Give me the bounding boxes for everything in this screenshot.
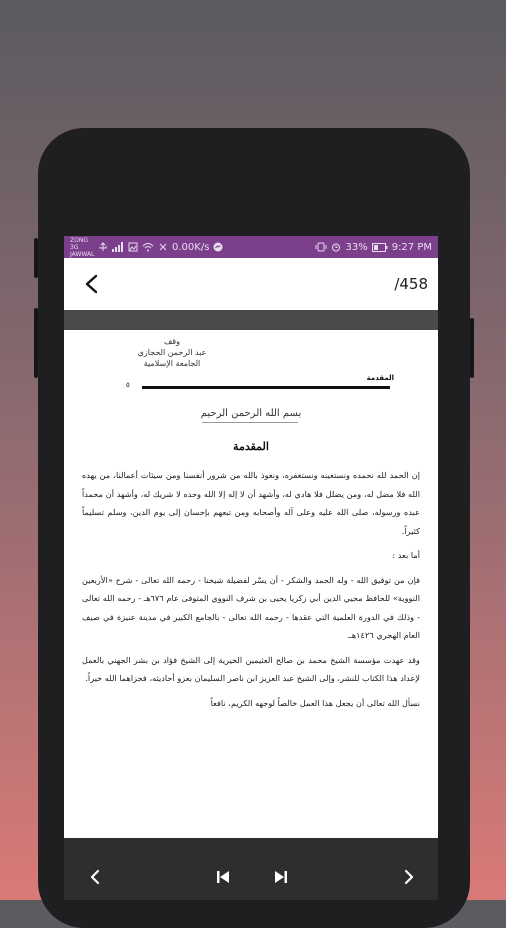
phone-side-button — [470, 318, 474, 378]
carrier-label: ZONG 3G JAWWAL — [70, 236, 95, 258]
wifi-icon — [142, 242, 154, 252]
paragraph: وقد عهدت مؤسسة الشيخ محمد بن صالح العثيمين الخيرية إلى الشيخ فؤاد بن بشر الجهني بالعمل لإعداد هذا الكتاب للنشر، وإلى الشيخ عبد العزيز ابن ناصر السليمان بعزو أحاديثه، فجزاهما الله خيراً. — [82, 654, 420, 683]
usb-icon — [98, 242, 108, 252]
chevron-left-icon — [84, 274, 100, 294]
page-content — [82, 330, 420, 838]
page-body — [82, 466, 420, 718]
battery-icon — [372, 243, 388, 252]
page-number: ٥ — [126, 381, 130, 389]
phone-side-button — [34, 308, 38, 378]
messenger-icon — [213, 242, 223, 252]
paragraph: نسأل الله تعالى أن يجعل هذا العمل خالصاً لوجهه الكريم، نافعاً — [210, 697, 420, 708]
book-page[interactable] — [64, 330, 438, 838]
next-page-button[interactable] — [394, 862, 424, 892]
basmala-underline — [202, 422, 298, 423]
previous-page-button[interactable] — [80, 862, 110, 892]
first-page-button[interactable] — [208, 862, 238, 892]
seal-line: وقف — [164, 337, 180, 346]
skip-previous-icon — [215, 869, 231, 885]
network-speed: 0.00K/s — [172, 241, 210, 253]
status-bar — [64, 236, 438, 258]
page-top-margin — [64, 310, 438, 330]
seal-line: الجامعة الإسلامية — [143, 359, 201, 368]
image-icon — [128, 242, 138, 252]
screen — [64, 236, 438, 900]
paragraph: أما بعد : — [392, 550, 420, 560]
seal-line: عبد الرحمن الحجازي — [137, 348, 207, 357]
clock: 9:27 PM — [391, 241, 432, 253]
library-seal — [130, 336, 214, 384]
paragraph: فإن من توفيق الله - وله الحمد والشكر - أن يسّر لفضيلة شيخنا - رحمه الله تعالى - شرح «الأربعين النووية» للحافظ محيي الدين أبي زكريا يحيى بن شرف النووي المتوفى عام ٦٧٦هـ - رحمه الله تعالى - وذلك في الدورة العلمية التي عقدها - رحمه الله تعالى - بالجامع الكبير في مدينة عنيزة في صيف العام الهجري ١٤٢٦هـ. — [82, 574, 420, 640]
section-title: المقدمة — [233, 440, 269, 453]
page-indicator: /458 — [394, 275, 428, 293]
app-bar — [64, 258, 438, 310]
notification-icon — [158, 242, 168, 252]
last-page-button[interactable] — [266, 862, 296, 892]
basmala: بسم الله الرحمن الرحيم — [200, 408, 302, 419]
chevron-left-icon — [89, 869, 101, 885]
back-button[interactable] — [78, 270, 106, 298]
signal-icon — [112, 242, 124, 252]
vibrate-icon — [315, 242, 327, 252]
status-bar-left — [70, 237, 223, 258]
alarm-icon — [331, 242, 341, 252]
chevron-right-icon — [403, 869, 415, 885]
skip-next-icon — [273, 869, 289, 885]
paragraph: إن الحمد لله نحمده ونستعينه ونستغفره، ونعوذ بالله من شرور أنفسنا ومن سيئات أعمالنا، من يهده الله فلا مضل له، ومن يضلل فلا هادي له، وأشهد أن لا إله إلا الله وحده لا شريك له، وأشهد أن محمداً عبده ورسوله، صلى الله عليه وعلى آله وأصحابه ومن تبعهم بإحسان إلى يوم الدين، وسلم تسليماً كثيراً. — [82, 470, 420, 536]
phone-side-button — [34, 238, 38, 278]
status-bar-right — [315, 242, 432, 253]
battery-percent: 33% — [345, 241, 368, 253]
bottom-nav-bar — [64, 838, 438, 900]
running-header: المقدمة — [366, 374, 394, 382]
header-rule — [142, 386, 390, 389]
